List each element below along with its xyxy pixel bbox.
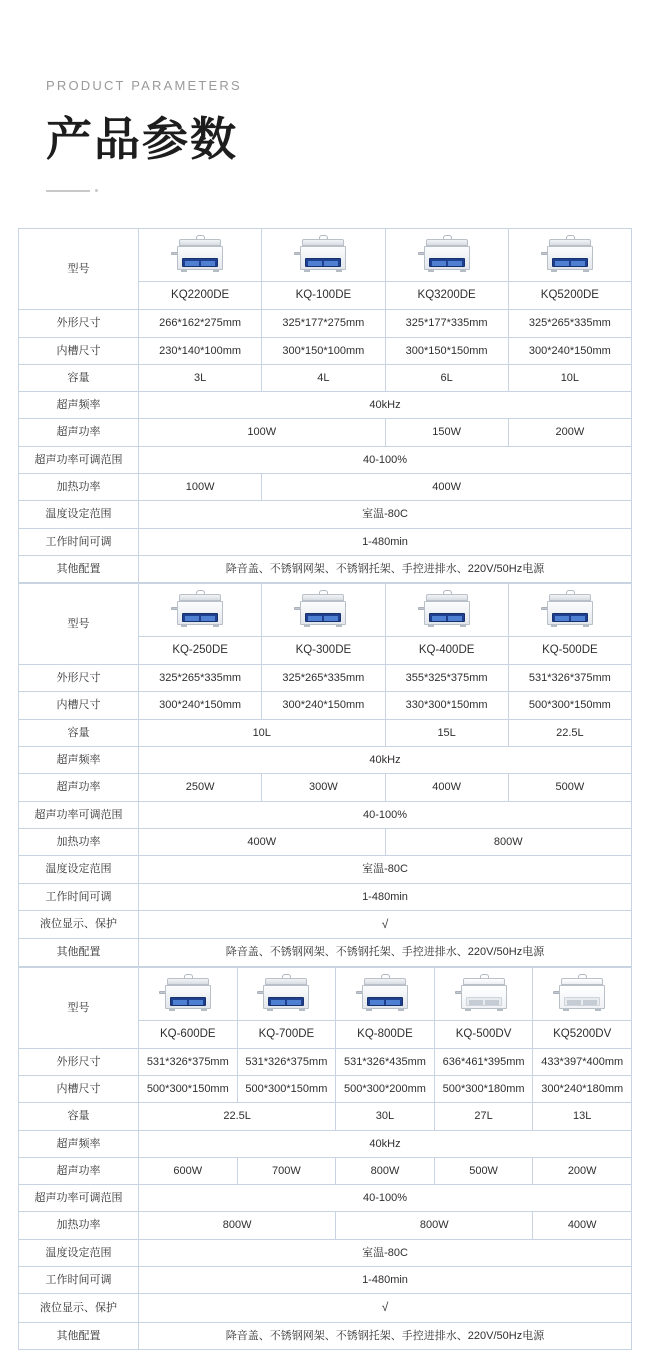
inner-size-cell: 300*240*150mm [262,692,385,719]
product-image-cell [262,584,385,637]
heating-power-cell: 800W [139,1212,336,1239]
outer-size-cell: 433*397*400mm [533,1048,632,1075]
table-row [19,364,632,391]
table-row [19,665,632,692]
model-name-cell: KQ-400DE [385,637,508,665]
heating-power-cell: 800W [336,1212,533,1239]
outer-size-cell: 325*177*335mm [385,310,508,337]
time-range-cell: 1-480min [139,1267,632,1294]
heating-power-cell: 400W [139,828,386,855]
capacity-cell: 22.5L [139,1103,336,1130]
ultrasonic-power-cell: 800W [336,1157,435,1184]
power-range-cell: 40-100% [139,801,632,828]
table-row [19,1322,632,1349]
product-image-cell [139,584,262,637]
heating-power-cell: 400W [533,1212,632,1239]
row-label-frequency: 超声频率 [19,392,139,419]
product-image-cell [508,584,631,637]
ultrasonic-power-cell: 400W [385,774,508,801]
row-label-frequency: 超声频率 [19,1130,139,1157]
table-row [19,939,632,966]
row-label-temp-range: 温度设定范围 [19,501,139,528]
row-label-level-display: 液位显示、保护 [19,1294,139,1323]
heating-power-cell: 800W [385,828,632,855]
product-image-cell [139,229,262,282]
table-row [19,392,632,419]
table-1 [18,228,632,583]
table-row [19,828,632,855]
table-row [19,501,632,528]
inner-size-cell: 500*300*180mm [434,1075,533,1102]
row-label-model: 型号 [19,584,139,665]
other-config-cell: 降音盖、不锈钢网架、不锈钢托架、手控进排水、220V/50Hz电源 [139,1322,632,1349]
table-row [19,719,632,746]
table-row [19,1075,632,1102]
table-row [19,584,632,637]
row-label-capacity: 容量 [19,364,139,391]
row-label-time-range: 工作时间可调 [19,883,139,910]
inner-size-cell: 300*240*150mm [139,692,262,719]
model-name-cell: KQ5200DE [508,282,631,310]
row-label-heating-power: 加热功率 [19,828,139,855]
row-label-temp-range: 温度设定范围 [19,1239,139,1266]
row-label-time-range: 工作时间可调 [19,1267,139,1294]
model-name-cell: KQ-500DV [434,1020,533,1048]
blue-ultrasonic-cleaner-icon [170,590,230,630]
inner-size-cell: 330*300*150mm [385,692,508,719]
table-row [19,1130,632,1157]
table-row [19,310,632,337]
table-row [19,801,632,828]
divider-line [46,190,90,192]
row-label-outer-size: 外形尺寸 [19,1048,139,1075]
ultrasonic-power-cell: 500W [434,1157,533,1184]
blue-ultrasonic-cleaner-icon [417,590,477,630]
blue-ultrasonic-cleaner-icon [540,590,600,630]
capacity-cell: 13L [533,1103,632,1130]
row-label-ultrasonic-power: 超声功率 [19,1157,139,1184]
table-row [19,1239,632,1266]
ultrasonic-power-cell: 700W [237,1157,336,1184]
capacity-cell: 4L [262,364,385,391]
level-display-cell: √ [139,910,632,939]
inner-size-cell: 300*150*100mm [262,337,385,364]
blue-ultrasonic-cleaner-icon [293,235,353,275]
model-name-cell: KQ-100DE [262,282,385,310]
row-label-capacity: 容量 [19,1103,139,1130]
row-label-ultrasonic-power: 超声功率 [19,419,139,446]
table-row [19,555,632,582]
level-display-cell: √ [139,1294,632,1323]
blue-ultrasonic-cleaner-icon [355,974,415,1014]
ultrasonic-power-cell: 200W [533,1157,632,1184]
table-3 [18,967,632,1351]
table-row [19,1185,632,1212]
table-row [19,229,632,282]
row-label-other: 其他配置 [19,555,139,582]
ultrasonic-power-cell: 500W [508,774,631,801]
table-row [19,474,632,501]
product-image-cell [262,229,385,282]
row-label-outer-size: 外形尺寸 [19,665,139,692]
page-title: 产品参数 [46,113,238,165]
capacity-cell: 15L [385,719,508,746]
row-label-outer-size: 外形尺寸 [19,310,139,337]
table-row [19,967,632,1020]
frequency-cell: 40kHz [139,1130,632,1157]
power-range-cell: 40-100% [139,1185,632,1212]
model-name-cell: KQ-700DE [237,1020,336,1048]
outer-size-cell: 325*177*275mm [262,310,385,337]
outer-size-cell: 531*326*375mm [508,665,631,692]
row-label-heating-power: 加热功率 [19,474,139,501]
row-label-model: 型号 [19,967,139,1048]
inner-size-cell: 500*300*150mm [237,1075,336,1102]
outer-size-cell: 325*265*335mm [139,665,262,692]
model-name-cell: KQ-800DE [336,1020,435,1048]
ultrasonic-power-cell: 300W [262,774,385,801]
title-divider [46,189,632,192]
table-row [19,747,632,774]
model-name-cell: KQ-250DE [139,637,262,665]
capacity-cell: 10L [139,719,386,746]
temp-range-cell: 室温-80C [139,1239,632,1266]
ultrasonic-power-cell: 150W [385,419,508,446]
frequency-cell: 40kHz [139,392,632,419]
inner-size-cell: 500*300*150mm [139,1075,238,1102]
row-label-inner-size: 内槽尺寸 [19,692,139,719]
inner-size-cell: 500*300*200mm [336,1075,435,1102]
row-label-inner-size: 内槽尺寸 [19,337,139,364]
capacity-cell: 27L [434,1103,533,1130]
product-image-cell [508,229,631,282]
table-row [19,856,632,883]
row-label-time-range: 工作时间可调 [19,528,139,555]
page-eyebrow: PRODUCT PARAMETERS [46,78,242,93]
row-label-power-range: 超声功率可调范围 [19,801,139,828]
white-ultrasonic-cleaner-icon [552,974,612,1014]
time-range-cell: 1-480min [139,528,632,555]
product-image-cell [533,967,632,1020]
table-row [19,419,632,446]
table-row [19,1212,632,1239]
model-name-cell: KQ2200DE [139,282,262,310]
row-label-heating-power: 加热功率 [19,1212,139,1239]
row-label-capacity: 容量 [19,719,139,746]
outer-size-cell: 325*265*335mm [508,310,631,337]
table-row [19,1294,632,1323]
outer-size-cell: 266*162*275mm [139,310,262,337]
outer-size-cell: 355*325*375mm [385,665,508,692]
ultrasonic-power-cell: 100W [139,419,386,446]
blue-ultrasonic-cleaner-icon [417,235,477,275]
ultrasonic-power-cell: 250W [139,774,262,801]
row-label-power-range: 超声功率可调范围 [19,1185,139,1212]
table-row [19,883,632,910]
model-name-cell: KQ5200DV [533,1020,632,1048]
blue-ultrasonic-cleaner-icon [256,974,316,1014]
model-name-cell: KQ3200DE [385,282,508,310]
inner-size-cell: 300*240*150mm [508,337,631,364]
product-image-cell [237,967,336,1020]
model-name-cell: KQ-500DE [508,637,631,665]
heating-power-cell: 100W [139,474,262,501]
row-label-level-display: 液位显示、保护 [19,910,139,939]
row-label-inner-size: 内槽尺寸 [19,1075,139,1102]
row-label-other: 其他配置 [19,1322,139,1349]
product-image-cell [385,229,508,282]
table-row [19,1048,632,1075]
row-label-ultrasonic-power: 超声功率 [19,774,139,801]
blue-ultrasonic-cleaner-icon [540,235,600,275]
time-range-cell: 1-480min [139,883,632,910]
spec-tables [18,228,632,1350]
divider-dot [95,189,98,192]
other-config-cell: 降音盖、不锈钢网架、不锈钢托架、手控进排水、220V/50Hz电源 [139,555,632,582]
outer-size-cell: 531*326*375mm [139,1048,238,1075]
table-row [19,1157,632,1184]
table-row [19,337,632,364]
outer-size-cell: 531*326*435mm [336,1048,435,1075]
power-range-cell: 40-100% [139,446,632,473]
ultrasonic-power-cell: 200W [508,419,631,446]
blue-ultrasonic-cleaner-icon [158,974,218,1014]
page-header [18,0,632,192]
blue-ultrasonic-cleaner-icon [293,590,353,630]
row-label-model: 型号 [19,229,139,310]
table-row [19,692,632,719]
other-config-cell: 降音盖、不锈钢网架、不锈钢托架、手控进排水、220V/50Hz电源 [139,939,632,966]
ultrasonic-power-cell: 600W [139,1157,238,1184]
row-label-other: 其他配置 [19,939,139,966]
table-row [19,1103,632,1130]
heating-power-cell: 400W [262,474,632,501]
table-2 [18,583,632,967]
capacity-cell: 10L [508,364,631,391]
frequency-cell: 40kHz [139,747,632,774]
table-row [19,774,632,801]
table-row [19,528,632,555]
row-label-power-range: 超声功率可调范围 [19,446,139,473]
model-name-cell: KQ-300DE [262,637,385,665]
white-ultrasonic-cleaner-icon [454,974,514,1014]
outer-size-cell: 636*461*395mm [434,1048,533,1075]
capacity-cell: 3L [139,364,262,391]
capacity-cell: 22.5L [508,719,631,746]
inner-size-cell: 300*150*150mm [385,337,508,364]
temp-range-cell: 室温-80C [139,501,632,528]
temp-range-cell: 室温-80C [139,856,632,883]
row-label-temp-range: 温度设定范围 [19,856,139,883]
row-label-frequency: 超声频率 [19,747,139,774]
table-row [19,446,632,473]
product-image-cell [434,967,533,1020]
inner-size-cell: 230*140*100mm [139,337,262,364]
blue-ultrasonic-cleaner-icon [170,235,230,275]
table-row [19,910,632,939]
product-image-cell [336,967,435,1020]
product-image-cell [139,967,238,1020]
inner-size-cell: 500*300*150mm [508,692,631,719]
table-row [19,1267,632,1294]
capacity-cell: 30L [336,1103,435,1130]
outer-size-cell: 325*265*335mm [262,665,385,692]
capacity-cell: 6L [385,364,508,391]
model-name-cell: KQ-600DE [139,1020,238,1048]
outer-size-cell: 531*326*375mm [237,1048,336,1075]
inner-size-cell: 300*240*180mm [533,1075,632,1102]
product-image-cell [385,584,508,637]
